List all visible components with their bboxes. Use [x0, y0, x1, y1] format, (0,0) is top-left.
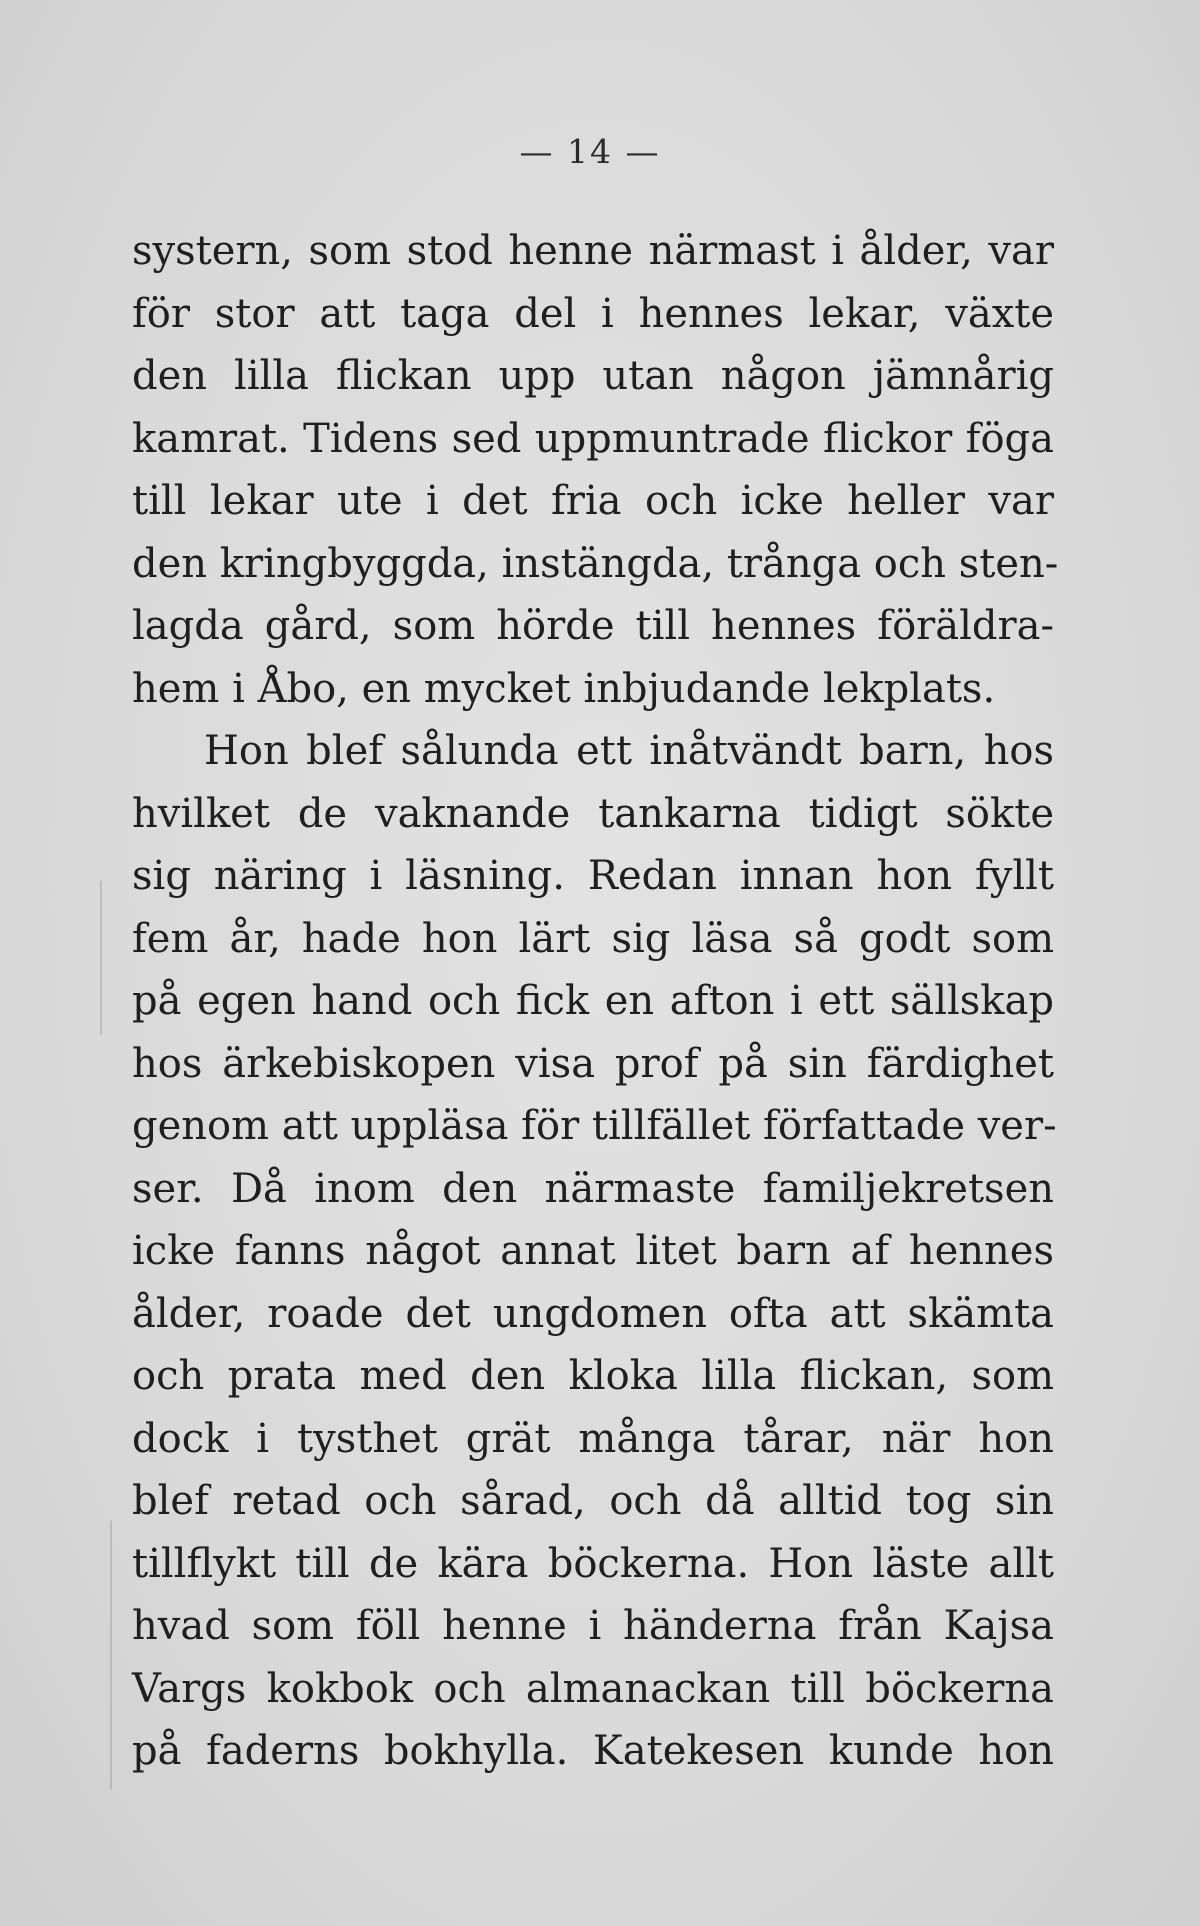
- page-number: — 14 —: [519, 132, 661, 171]
- text-line: Vargs kokbok och almanackan till böckerna: [132, 1665, 1054, 1712]
- text-line: Hon blef sålunda ett inåtvändt barn, hos: [204, 728, 1054, 774]
- text-line: kamrat. Tidens sed uppmuntrade flickor föga: [132, 415, 1054, 462]
- text-line: för stor att taga del i hennes lekar, växte: [132, 290, 1054, 337]
- text-line: blef retad och sårad, och då alltid tog sin: [132, 1478, 1054, 1524]
- text-line: ser. Då inom den närmaste familjekretsen: [132, 1165, 1054, 1212]
- text-line: och prata med den kloka lilla flickan, som: [132, 1353, 1054, 1399]
- text-line: lagda gård, som hörde till hennes föräldra-: [132, 603, 1054, 649]
- body-text: [132, 220, 1059, 1783]
- text-line: icke fanns något annat litet barn af hennes: [132, 1228, 1054, 1274]
- text-line: hos ärkebiskopen visa prof på sin färdighet: [132, 1040, 1054, 1087]
- text-line: hem i Åbo, en mycket inbjudande lekplats.: [132, 665, 996, 712]
- text-line: ålder, roade det ungdomen ofta att skämta: [132, 1290, 1054, 1337]
- text-line: den lilla flickan upp utan någon jämnårig: [132, 353, 1054, 399]
- text-line: dock i tysthet grät många tårar, när hon: [132, 1415, 1054, 1462]
- text-line: den kringbyggda, instängda, trånga och sten-: [132, 540, 1059, 587]
- margin-pencil-mark: [100, 880, 102, 1035]
- text-line: sig näring i läsning. Redan innan hon fyllt: [132, 853, 1054, 899]
- text-line: till lekar ute i det fria och icke heller var: [132, 478, 1054, 524]
- text-line: tillflykt till de kära böckerna. Hon läste allt: [132, 1540, 1054, 1587]
- text-line: på faderns bokhylla. Katekesen kunde hon: [132, 1728, 1054, 1774]
- text-line: hvad som föll henne i händerna från Kajsa: [132, 1603, 1054, 1649]
- text-line: hvilket de vaknande tankarna tidigt sökte: [132, 790, 1054, 837]
- text-line: på egen hand och fick en afton i ett sällskap: [132, 978, 1054, 1024]
- margin-pencil-mark: [110, 1520, 112, 1790]
- text-line: genom att uppläsa för tillfället författade ver-: [132, 1103, 1057, 1149]
- text-line: systern, som stod henne närmast i ålder, var: [132, 228, 1054, 274]
- text-line: fem år, hade hon lärt sig läsa så godt som: [132, 915, 1054, 962]
